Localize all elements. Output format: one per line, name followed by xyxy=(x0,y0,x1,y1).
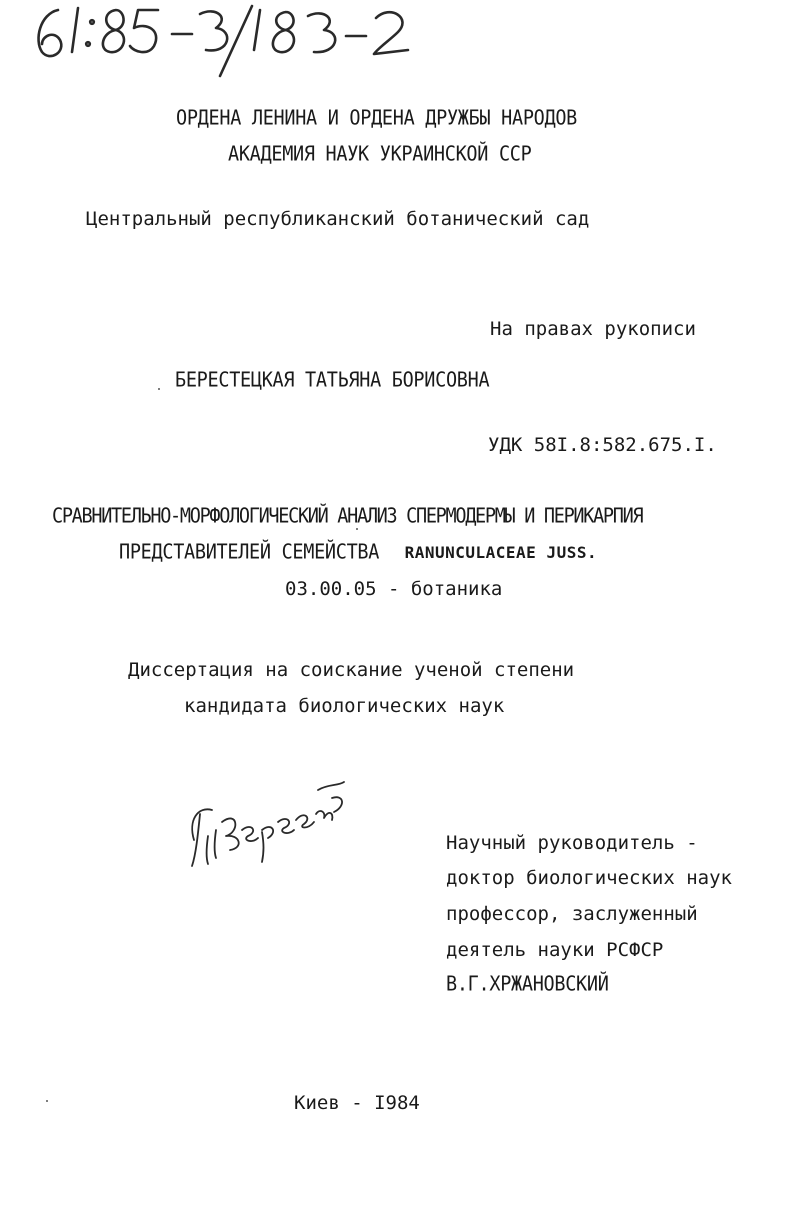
institution-name: Центральный республиканский ботанический сад xyxy=(86,208,590,230)
author-signature xyxy=(178,770,348,880)
title-line-2-prefix: ПРЕДСТАВИТЕЛЕЙ СЕМЕЙСТВА xyxy=(119,540,380,565)
archive-mark-handwriting xyxy=(20,0,420,80)
title-line-2 xyxy=(119,540,597,565)
degree-line-1: Диссертация на соискание ученой степени xyxy=(128,659,575,681)
udk-code: УДК 58I.8:582.675.I. xyxy=(488,434,717,456)
scan-speck xyxy=(356,528,358,530)
place-year: Киев - I984 xyxy=(294,1092,420,1114)
supervisor-degree: доктор биологических наук xyxy=(446,867,732,889)
scan-speck xyxy=(46,1100,48,1102)
supervisor-label: Научный руководитель - xyxy=(446,832,698,854)
supervisor-honor: деятель науки РСФСР xyxy=(446,939,664,961)
specialty-code: 03.00.05 - ботаника xyxy=(285,578,503,600)
manuscript-note: На правах рукописи xyxy=(490,318,696,340)
supervisor-title: профессор, заслуженный xyxy=(446,903,698,925)
degree-line-2: кандидата биологических наук xyxy=(184,695,505,717)
family-latin-name: RANUNCULACEAE JUSS. xyxy=(404,543,598,562)
supervisor-name: В.Г.ХРЖАНОВСКИЙ xyxy=(446,972,609,997)
org-line-2: АКАДЕМИЯ НАУК УКРАИНСКОЙ ССР xyxy=(228,142,532,167)
org-line-1: ОРДЕНА ЛЕНИНА И ОРДЕНА ДРУЖБЫ НАРОДОВ xyxy=(176,106,578,131)
scan-speck xyxy=(158,388,160,390)
author-name: БЕРЕСТЕЦКАЯ ТАТЬЯНА БОРИСОВНА xyxy=(175,368,490,393)
title-line-1: СРАВНИТЕЛЬНО-МОРФОЛОГИЧЕСКИЙ АНАЛИЗ СПЕРМОДЕРМЫ И ПЕРИКАРПИЯ xyxy=(52,504,643,529)
